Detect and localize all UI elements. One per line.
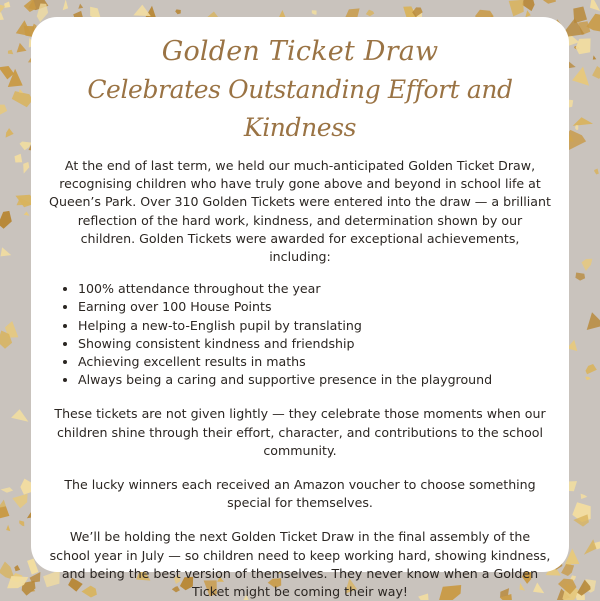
confetti-flake <box>594 169 599 175</box>
confetti-flake <box>522 0 535 11</box>
list-item: • Showing consistent kindness and friendship <box>78 335 551 353</box>
confetti-flake <box>509 0 524 16</box>
next-draw-paragraph: We’ll be holding the next Golden Ticket Draw in the final assembly of the school year in July — so children need to keep working hard, showing kindness, and being the best version of themselves. They never know when a Golden Ticket might be coming their way! <box>49 529 551 600</box>
confetti-flake <box>587 312 600 330</box>
confetti-flake <box>19 520 24 526</box>
confetti-flake <box>11 409 28 421</box>
confetti-flake <box>593 55 597 59</box>
confetti-flake <box>581 494 588 499</box>
list-item: • Earning over 100 House Points <box>78 298 551 316</box>
confetti-flake <box>12 91 33 107</box>
list-item: • Always being a caring and supportive presence in the playground <box>78 371 551 389</box>
confetti-flake <box>133 5 150 17</box>
page-title <box>49 33 551 147</box>
list-item: • Achieving excellent results in maths <box>78 353 551 371</box>
title-line-1: Golden Ticket Draw <box>161 36 439 67</box>
confetti-flake <box>592 66 600 79</box>
confetti-flake <box>1 247 12 256</box>
confetti-flake <box>14 565 20 571</box>
confetti-flake <box>0 105 7 116</box>
confetti-flake <box>78 4 83 9</box>
confetti-flake <box>6 128 14 138</box>
confetti-flake <box>17 43 27 53</box>
confetti-flake <box>15 154 23 163</box>
confetti-flake <box>366 10 375 17</box>
confetti-flake <box>24 212 30 216</box>
confetti-flake <box>573 117 593 126</box>
confetti-flake <box>63 0 68 10</box>
confetti-flake <box>590 0 600 11</box>
confetti-flake <box>584 539 597 555</box>
achievements-list <box>49 280 551 389</box>
confetti-flake <box>23 162 29 174</box>
confetti-flake <box>0 12 4 21</box>
tickets-paragraph: These tickets are not given lightly — they celebrate those moments when our children shine through their effort, character, and contributions to the school community. <box>54 406 546 458</box>
confetti-flake <box>175 9 181 14</box>
confetti-flake <box>561 564 574 576</box>
confetti-flake <box>572 67 589 86</box>
list-item: • 100% attendance throughout the year <box>78 280 551 298</box>
confetti-flake <box>1 487 14 493</box>
announcement-card <box>31 17 569 600</box>
confetti-flake <box>6 525 10 531</box>
confetti-flake <box>0 506 9 519</box>
confetti-flake <box>575 125 578 130</box>
confetti-flake <box>4 2 10 8</box>
list-item: • Helping a new-to-English pupil by translating <box>78 317 551 335</box>
title-line-2: Celebrates Outstanding Effort and Kindness <box>87 75 513 142</box>
confetti-flake <box>12 494 27 509</box>
confetti-flake <box>576 38 591 54</box>
confetti-flake <box>312 10 317 14</box>
confetti-flake <box>582 259 593 271</box>
confetti-flake <box>30 572 41 583</box>
confetti-flake <box>586 364 597 374</box>
confetti-flake <box>585 377 591 381</box>
confetti-flake <box>8 50 13 55</box>
confetti-flake <box>575 273 585 281</box>
confetti-flake <box>543 0 556 4</box>
intro-paragraph: At the end of last term, we held our much-anticipated Golden Ticket Draw, recognising children who have truly gone above and beyond in school life at Queen’s Park. Over 310 Golden Tickets were entered into the draw — a brilliant reflection of the hard work, kindness, and determination shown by our children. Golden Tickets were awarded for exceptional achievements, including: <box>49 158 551 265</box>
winners-paragraph: The lucky winners each received an Amazon voucher to choose something special for themselves. <box>64 477 536 511</box>
confetti-flake <box>0 211 12 229</box>
